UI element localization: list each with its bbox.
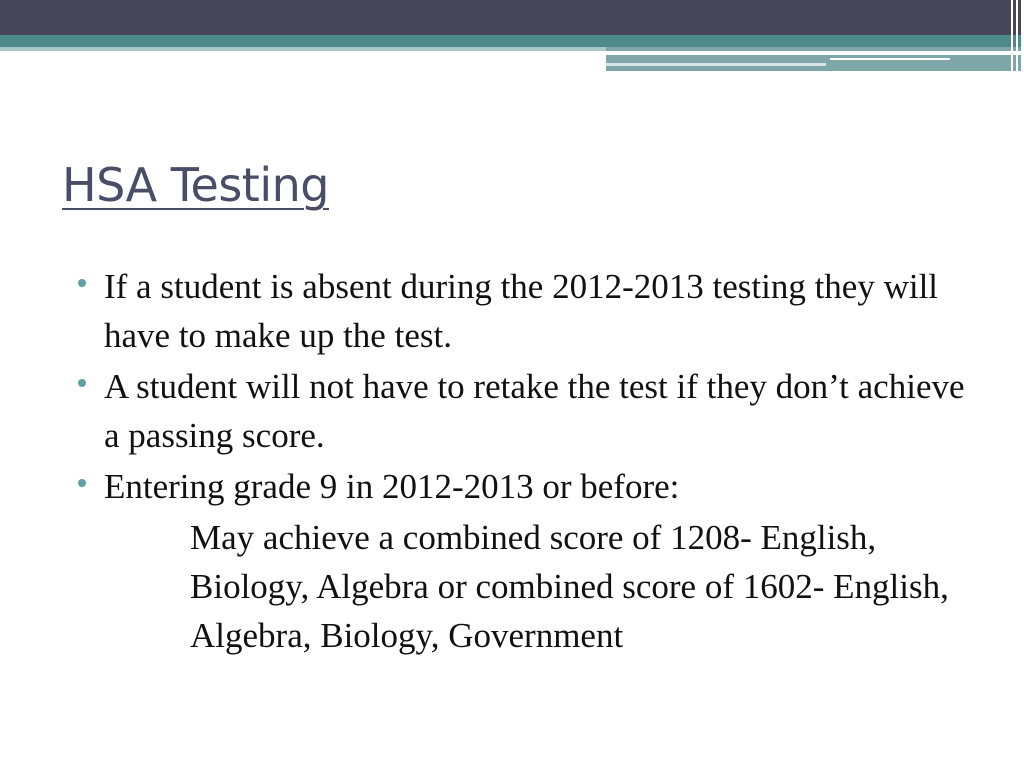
bullet-dot-icon bbox=[78, 379, 86, 387]
bullet-text: If a student is absent during the 2012-2013 testing they will have to make up the test. bbox=[104, 267, 939, 355]
sub-paragraph: May achieve a combined score of 1208- English, Biology, Algebra or combined score of 1602- English, Algebra, Biology, Government bbox=[190, 518, 949, 655]
header-band-teal bbox=[0, 35, 1024, 47]
corner-stripes bbox=[994, 0, 1024, 72]
bullet-item bbox=[78, 462, 978, 660]
slide-title: HSA Testing bbox=[62, 158, 329, 212]
bullet-text: Entering grade 9 in 2012-2013 or before: bbox=[104, 467, 680, 506]
bullet-item bbox=[78, 362, 978, 460]
bullet-list bbox=[78, 262, 978, 662]
bullet-text: A student will not have to retake the test if they don’t achieve a passing score. bbox=[104, 367, 965, 455]
header-band-right-line bbox=[830, 58, 950, 60]
bullet-dot-icon bbox=[78, 279, 86, 287]
header-band-right-inner bbox=[606, 51, 1024, 55]
bullet-dot-icon bbox=[78, 479, 86, 487]
bullet-item bbox=[78, 262, 978, 360]
header-band-dark bbox=[0, 0, 1024, 35]
header-band-right-thin bbox=[606, 63, 826, 66]
